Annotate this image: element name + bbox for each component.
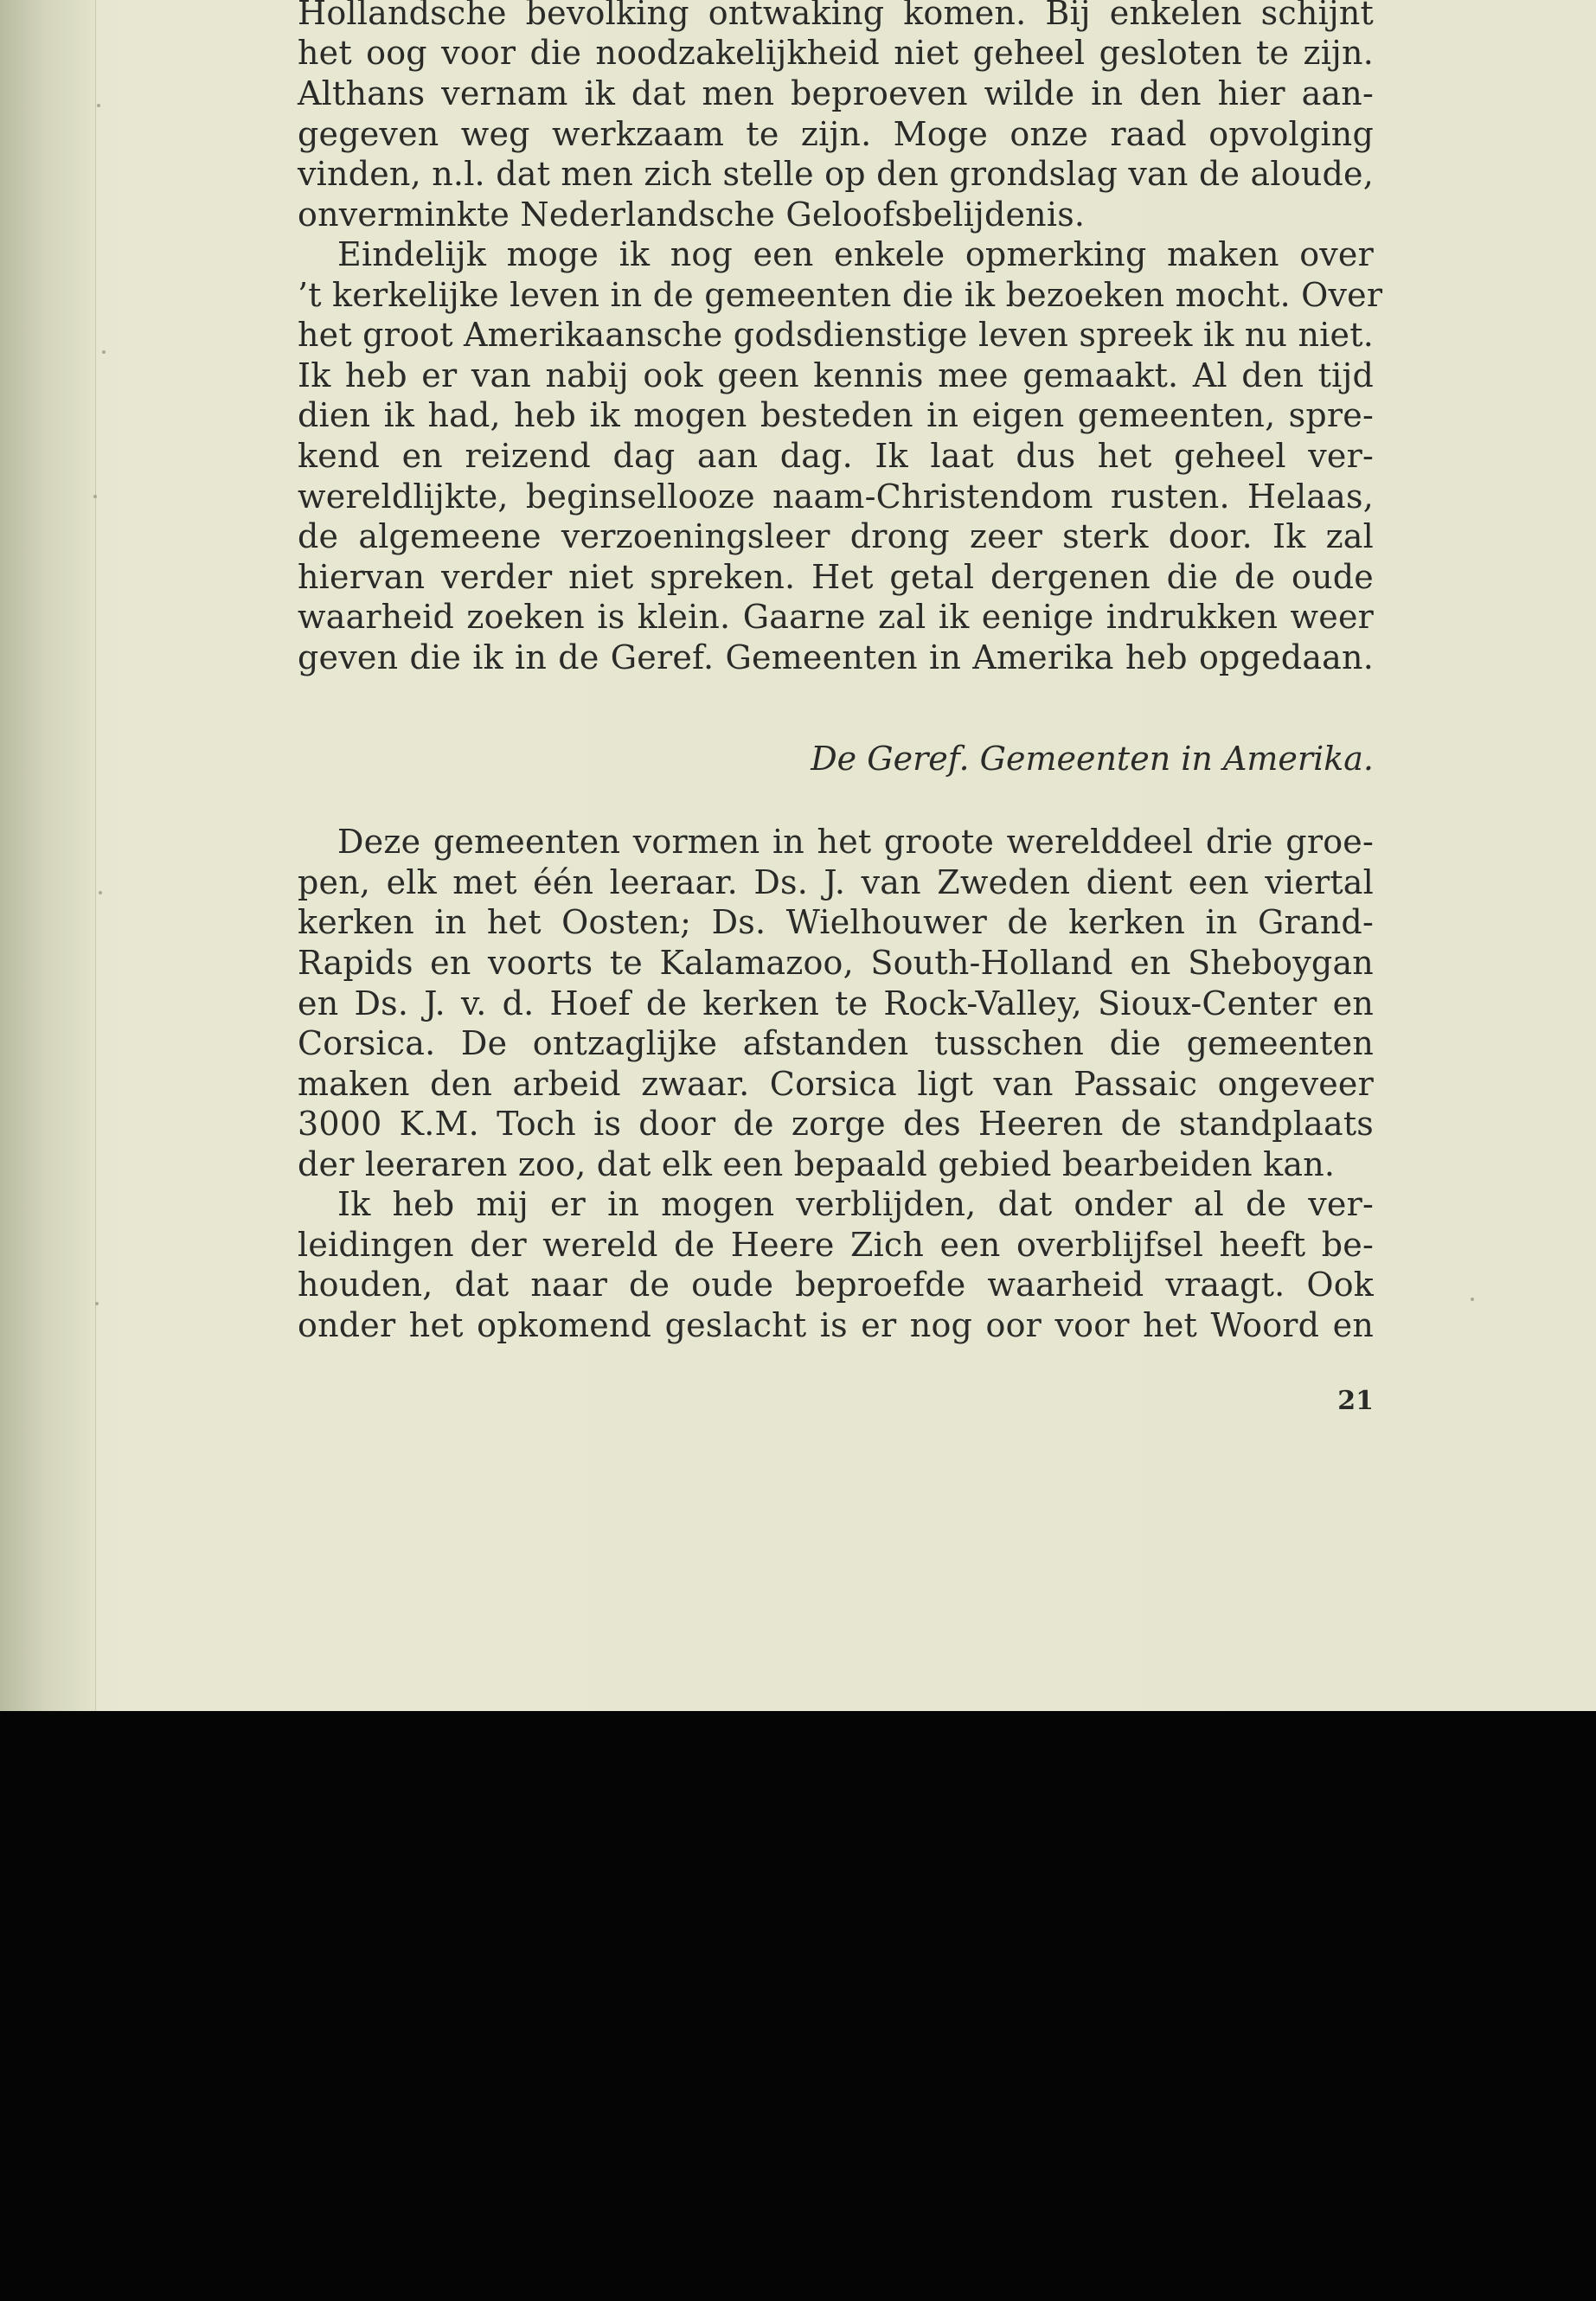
- text-line: gegeven weg werkzaam te zijn. Moge onze raad opvolging: [298, 115, 1374, 153]
- text-line: Deze gemeenten vormen in het groote werelddeel drie groe-: [337, 823, 1374, 861]
- text-line: onverminkte Nederlandsche Geloofsbelijdenis.: [298, 195, 1086, 234]
- text-line: en Ds. J. v. d. Hoef de kerken te Rock-Valley, Sioux-Center en: [298, 984, 1374, 1022]
- text-line: houden, dat naar de oude beproefde waarheid vraagt. Ook: [298, 1266, 1374, 1304]
- page-number: 21: [1337, 1386, 1374, 1416]
- text-line: kerken in het Oosten; Ds. Wielhouwer de kerken in Grand-: [298, 903, 1374, 941]
- text-line: vinden, n.l. dat men zich stelle op den grondslag van de aloude,: [298, 155, 1374, 193]
- paper-speck: [93, 495, 97, 498]
- text-line: Ik heb er van nabij ook geen kennis mee gemaakt. Al den tijd: [298, 356, 1374, 394]
- text-line: der leeraren zoo, dat elk een bepaald gebied bearbeiden kan.: [298, 1145, 1336, 1183]
- text-line: de algemeene verzoeningsleer drong zeer sterk door. Ik zal: [298, 517, 1374, 555]
- paper-speck: [95, 1302, 99, 1305]
- text-line: Eindelijk moge ik nog een enkele opmerking maken over: [337, 235, 1374, 273]
- text-line: Ik heb mij er in mogen verblijden, dat onder al de ver-: [337, 1185, 1374, 1223]
- text-line: maken den arbeid zwaar. Corsica ligt van Passaic ongeveer: [298, 1065, 1374, 1103]
- text-line: Hollandsche bevolking ontwaking komen. Bij enkelen schijnt: [298, 0, 1374, 32]
- paper-speck: [1471, 1298, 1474, 1301]
- scan-black-margin: [0, 1711, 1596, 2301]
- paper-speck: [99, 891, 102, 894]
- text-line: Rapids en voorts te Kalamazoo, South-Holland en Sheboygan: [298, 944, 1374, 982]
- text-line: dien ik had, heb ik mogen besteden in eigen gemeenten, spre-: [298, 396, 1374, 434]
- paper-speck: [97, 104, 100, 107]
- text-line: kend en reizend dag aan dag. Ik laat dus het geheel ver-: [298, 437, 1374, 475]
- text-line: ’t kerkelijke leven in de gemeenten die ik bezoeken mocht. Over: [298, 276, 1383, 314]
- book-binding-edge: [0, 0, 96, 1711]
- text-line: 3000 K.M. Toch is door de zorge des Heeren de standplaats: [298, 1105, 1374, 1143]
- text-line: leidingen der wereld de Heere Zich een overblijfsel heeft be-: [298, 1226, 1374, 1264]
- text-line: hiervan verder niet spreken. Het getal dergenen die de oude: [298, 558, 1374, 596]
- text-line: Corsica. De ontzaglijke afstanden tusschen die gemeenten: [298, 1024, 1374, 1062]
- section-heading: De Geref. Gemeenten in Amerika.: [811, 740, 1374, 778]
- text-line: geven die ik in de Geref. Gemeenten in Amerika heb opgedaan.: [298, 638, 1374, 676]
- text-line: het groot Amerikaansche godsdienstige leven spreek ik nu niet.: [298, 316, 1374, 354]
- text-line: wereldlijkte, beginsellooze naam-Christendom rusten. Helaas,: [298, 478, 1374, 516]
- text-line: Althans vernam ik dat men beproeven wilde in den hier aan-: [298, 74, 1374, 112]
- text-line: onder het opkomend geslacht is er nog oor voor het Woord en: [298, 1306, 1374, 1344]
- paper-speck: [102, 350, 106, 354]
- text-line: waarheid zoeken is klein. Gaarne zal ik eenige indrukken weer: [298, 598, 1374, 636]
- text-line: pen, elk met één leeraar. Ds. J. van Zweden dient een viertal: [298, 863, 1374, 901]
- text-line: het oog voor die noodzakelijkheid niet geheel gesloten te zijn.: [298, 34, 1374, 72]
